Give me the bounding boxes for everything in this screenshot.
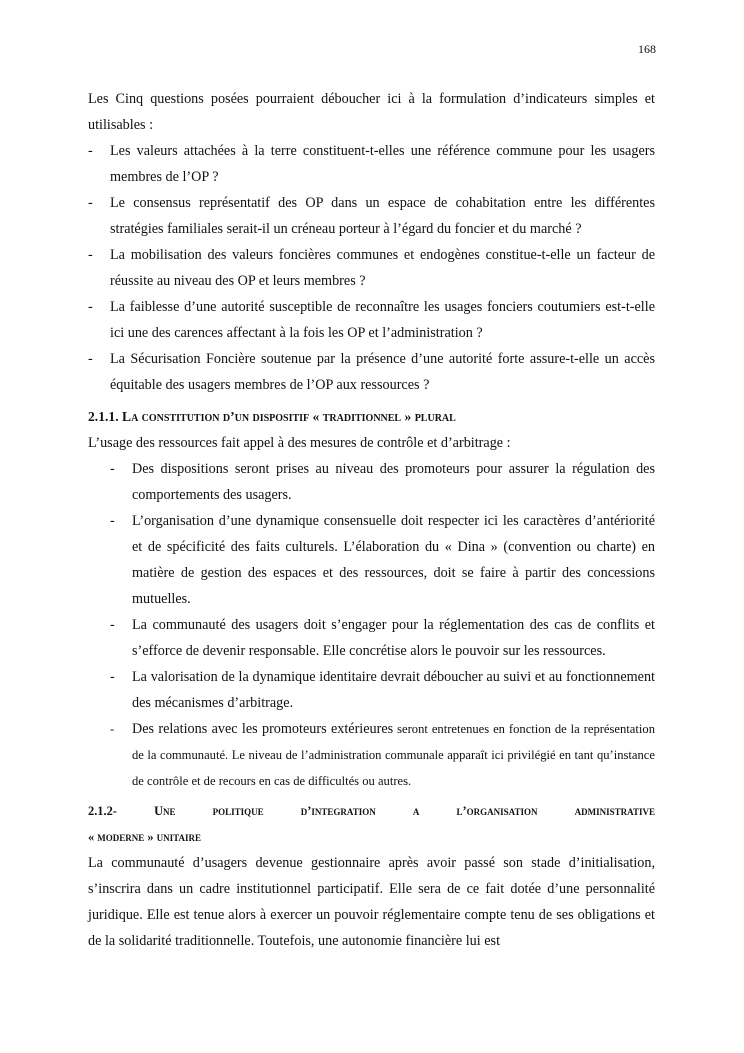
list-item-text: La faiblesse d’une autorité susceptible de reconnaître les usages fonciers coutumiers est-t-elle ici une des carences affectant à la fois les OP et l’administration ? [110, 299, 655, 341]
list-item [88, 508, 655, 612]
page-content [88, 86, 655, 954]
bullet-dash: - [88, 195, 93, 211]
list-item-text: La communauté des usagers doit s’engager pour la réglementation des cas de conflits et s’efforce de devenir responsable. Elle concrétise alors le pouvoir sur les ressources. [132, 617, 655, 659]
list-item [88, 346, 655, 398]
list-item-text-rest: seront entretenues en fonction de la représentation de la communauté. Le niveau de l’administration communale apparaît ici privilégié en tant qu’instance de contrôle et de recours en cas de difficultés ou autres. [132, 722, 655, 788]
list-item [88, 664, 655, 716]
list-item-text: L’organisation d’une dynamique consensuelle doit respecter ici les caractères d’antériorité et de spécificité des faits culturels. L’élaboration du « Dina » (convention ou charte) en matière de gestion des espaces et des ressources, doit se faire à partir des concessions mutuelles. [132, 513, 655, 607]
list-item [88, 612, 655, 664]
bullet-dash: - [110, 513, 115, 529]
section-title: La constitution d’un dispositif « traditionnel » plural [122, 409, 456, 424]
section-number: 2.1.1. [88, 409, 119, 424]
section-paragraph: La communauté d’usagers devenue gestionnaire après avoir passé son stade d’initialisation, s’inscrira dans un cadre institutionnel participatif. Elle sera de ce fait dotée d’une personnalité juridique. Elle est tenue alors à exercer un pouvoir réglementaire compte tenu de ses obligations et de la solidarité traditionnelle. Toutefois, une autonomie financière lui est [88, 855, 655, 949]
list-item [88, 294, 655, 346]
bullet-dash: - [110, 461, 115, 477]
section-heading-2-1-1 [88, 404, 655, 430]
list-item [88, 456, 655, 508]
list-item [88, 242, 655, 294]
bullet-dash: - [110, 669, 115, 685]
list-item-text-start: Des relations avec les promoteurs extérieures [132, 721, 394, 737]
bullet-dash: - [110, 617, 115, 633]
list-item-text: La valorisation de la dynamique identitaire devrait déboucher au suivi et au fonctionnement des mécanismes d’arbitrage. [132, 669, 655, 711]
list-item [88, 716, 655, 794]
bullet-dash: - [88, 351, 93, 367]
measures-list [88, 456, 655, 794]
bullet-dash: - [88, 299, 93, 315]
list-item-text: Des dispositions seront prises au niveau des promoteurs pour assurer la régulation des comportements des usagers. [132, 461, 655, 503]
bullet-dash: - [88, 247, 93, 263]
section-intro: L’usage des ressources fait appel à des mesures de contrôle et d’arbitrage : [88, 435, 511, 451]
section-title-line2: « moderne » unitaire [88, 830, 202, 844]
list-item [88, 190, 655, 242]
page-number: 168 [638, 42, 656, 56]
list-item-text: La mobilisation des valeurs foncières communes et endogènes constitue-t-elle un facteur de réussite au niveau des OP et leurs membres ? [110, 247, 655, 289]
bullet-dash: - [110, 722, 115, 736]
list-item [88, 138, 655, 190]
list-item-text: La Sécurisation Foncière soutenue par la présence d’une autorité forte assure-t-elle un accès équitable des usagers membres de l’OP aux ressources ? [110, 351, 655, 393]
section-title-line1: Une politique d’integration a l’organisation administrative [154, 804, 655, 818]
intro-paragraph: Les Cinq questions posées pourraient déboucher ici à la formulation d’indicateurs simples et utilisables : [88, 91, 655, 133]
list-item-text: Le consensus représentatif des OP dans un espace de cohabitation entre les différentes stratégies familiales serait-il un créneau porteur à l’égard du foncier et du marché ? [110, 195, 655, 237]
bullet-dash: - [88, 143, 93, 159]
section-number: 2.1.2- [88, 804, 117, 818]
questions-list [88, 138, 655, 398]
list-item-text: Les valeurs attachées à la terre constituent-t-elles une référence commune pour les usagers membres de l’OP ? [110, 143, 655, 185]
section-heading-2-1-2 [88, 798, 655, 824]
